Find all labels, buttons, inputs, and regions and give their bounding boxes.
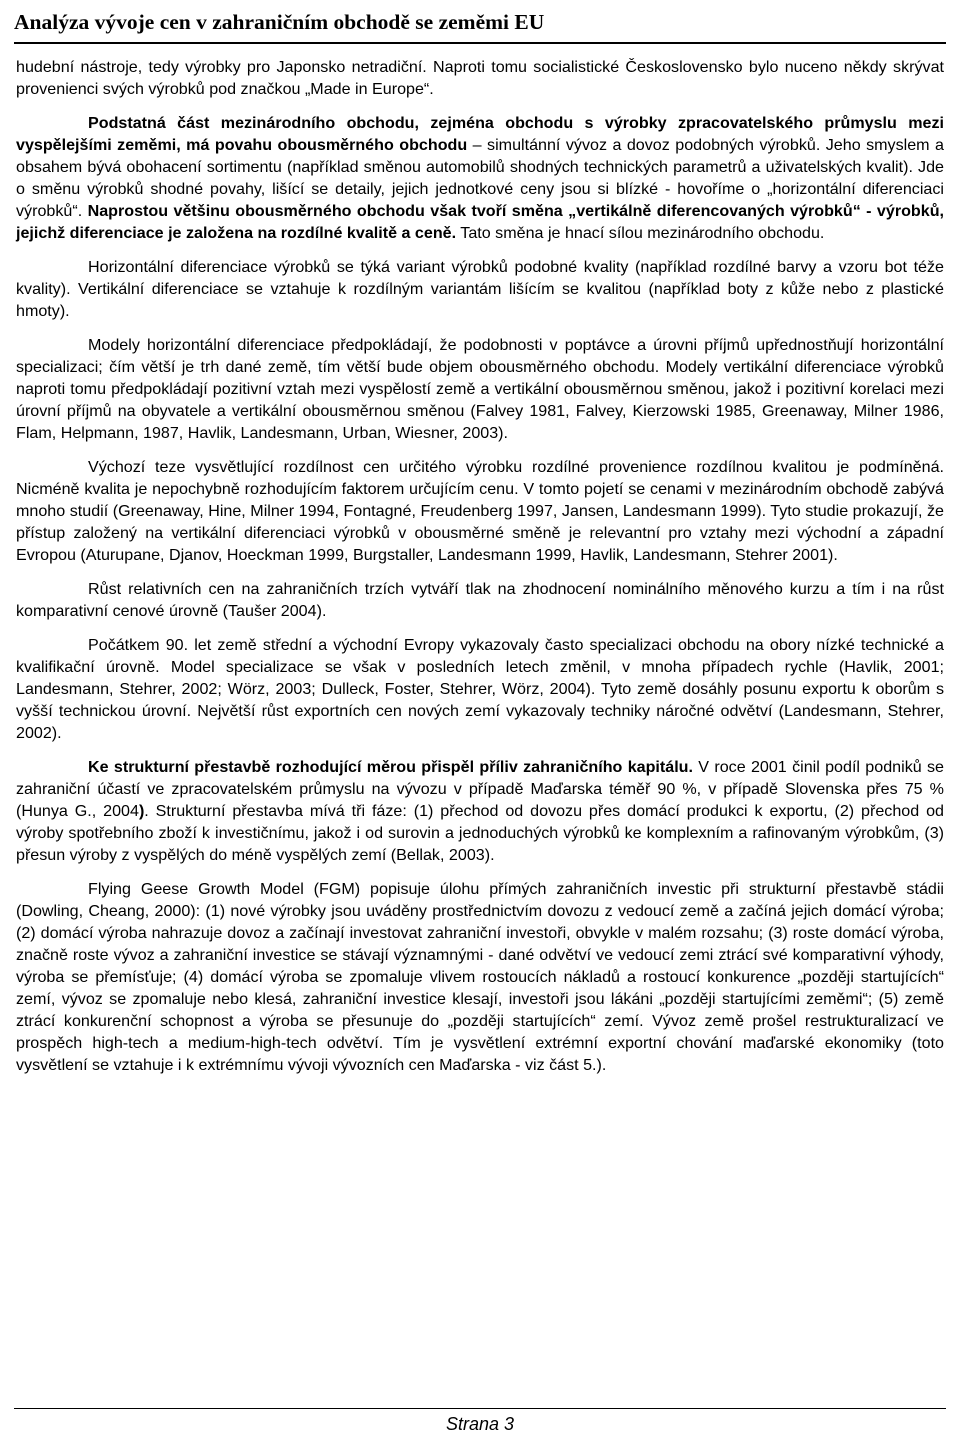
text-run: Růst relativních cen na zahraničních trzích vytváří tlak na zhodnocení nominálního měnového kurzu a tím i na růst komparativní cenové úrovně (Taušer 2004).: [16, 580, 944, 620]
body-paragraph: [16, 334, 944, 444]
body-paragraph: [16, 634, 944, 744]
body-paragraph: [16, 578, 944, 622]
body-paragraph: [16, 878, 944, 1076]
body-paragraph: [16, 112, 944, 244]
document-body: [16, 56, 944, 1088]
text-run: Tato směna je hnací sílou mezinárodního obchodu.: [456, 224, 825, 242]
text-run: – simultánní vývoz a dovoz podobných výrobků. Jeho smyslem a obsahem bývá obohacení sortimentu (například směnou automobilů shodných technických parametrů a uživatelských kvalit). Jde o směnu výrobků shodné povahy, lišící se detaily, jejich jednotkové ceny jsou si blízké - hovoříme o „horizontální diferenciaci výrobků“.: [16, 136, 944, 220]
body-paragraph: [16, 56, 944, 100]
text-run: V roce 2001 činil podíl podniků se zahraniční účastí ve zpracovatelském průmyslu na vývozu v případě Maďarska téměř 90 %, v případě Slovenska přes 75 % (Hunya G., 2004: [16, 758, 944, 820]
bold-text-run: Ke strukturní přestavbě rozhodující měrou přispěl příliv zahraničního kapitálu.: [88, 758, 693, 776]
header-divider: [14, 42, 946, 44]
text-run: Flying Geese Growth Model (FGM) popisuje úlohu přímých zahraničních investic při strukturní přestavbě stádii (Dowling, Cheang, 2000): (1) nové výrobky jsou uváděny prostřednictvím dovozu z vedoucí země a začíná jejich domácí výroba; (2) domácí výroba nahrazuje dovoz a začínají investovat zahraniční investoři, obvykle v malém rozsahu; (3) roste domácí výroba, značně roste vývoz a zahraniční investice se stávají významnými - dané odvětví ve vedoucí zemi ztrácí své komparativní výhody, výroba se přemísťuje; (4) domácí výroba se zpomaluje vlivem rostoucích nákladů a rostoucí konkurence „později startujících“ zemí, vývoz se zpomaluje nebo klesá, zahraniční investice klesají, investoři jsou lákáni „později startujícími zeměmi“; (5) země ztrácí konkurenční schopnost a výroba se přesunuje do „později startujících“ zemí. Vývoz země prošel restrukturalizací ve prospěch high-tech a medium-high-tech odvětví. Tím je vysvětlení extrémní exportní chování maďarské ekonomiky (toto vysvětlení se vztahuje i k extrémnímu vývoji vývozních cen Maďarska - viz část 5.).: [16, 880, 944, 1074]
body-paragraph: [16, 756, 944, 866]
text-run: Modely horizontální diferenciace předpokládají, že podobnosti v poptávce a úrovni příjmů upřednostňují horizontální specializaci; čím větší je trh dané země, tím větší bude objem obousměrného obchodu. Modely vertikální diferenciace výrobků naproti tomu předpokládají pozitivní vztah mezi vyspělostí země a vertikální obousměrnou směnou, jakož i pozitivní korelaci mezi úrovní příjmů na obyvatele a vertikální obousměrnou směnou (Falvey 1981, Falvey, Kierzowski 1985, Greenaway, Milner 1986, Flam, Helpmann, 1987, Havlik, Landesmann, Urban, Wiesner, 2003).: [16, 336, 944, 442]
text-run: Počátkem 90. let země střední a východní Evropy vykazovaly často specializaci obchodu na obory nízké technické a kvalifikační úrovně. Model specializace se však v posledních letech změnil, v mnoha případech rychle (Havlik, 2001; Landesmann, Stehrer, 2002; Wörz, 2003; Dulleck, Foster, Stehrer, Wörz, 2004). Tyto země dosáhly posunu exportu k oborům s vyšší technickou úrovní. Největší růst exportních cen nových zemí vykazovaly techniky náročné odvětví (Landesmann, Stehrer, 2002).: [16, 636, 944, 742]
body-paragraph: [16, 456, 944, 566]
bold-text-run: Naprostou většinu obousměrného obchodu však tvoří směna „vertikálně diferencovaných výrobků“ - výrobků, jejichž diferenciace je založena na rozdílné kvalitě a ceně.: [16, 202, 945, 242]
text-run: Horizontální diferenciace výrobků se týká variant výrobků podobné kvality (například rozdílné barvy a vzoru bot téže kvality). Vertikální diferenciace se vztahuje k rozdílným variantám lišícím se kvalitou (například boty z kůže nebo z plastické hmoty).: [16, 258, 944, 320]
document-header-title: Analýza vývoje cen v zahraničním obchodě se zeměmi EU: [14, 10, 545, 34]
text-run: hudební nástroje, tedy výrobky pro Japonsko netradiční. Naproti tomu socialistické Československo bylo nuceno někdy skrývat provenienci svých výrobků pod značkou „Made in Europe“.: [16, 58, 944, 98]
page-number: Strana 3: [445, 1414, 515, 1434]
footer-divider: [14, 1408, 946, 1409]
bold-text-run: ): [138, 802, 145, 820]
bold-text-run: Podstatná část mezinárodního obchodu, zejména obchodu s výrobky zpracovatelského průmyslu mezi vyspělejšími zeměmi, má povahu obousměrného obchodu: [16, 114, 944, 154]
body-paragraph: [16, 256, 944, 322]
text-run: . Strukturní přestavba mívá tři fáze: (1) přechod od dovozu přes domácí produkci k exportu, (2) přechod od výroby spotřebního zboží k investičnímu, jakož i od surovin a jednoduchých výrobků ke komplexním a rafinovaným výrobkům, (3) přesun výroby z vyspělých do méně vyspělých zemí (Bellak, 2003).: [16, 802, 944, 864]
text-run: Výchozí teze vysvětlující rozdílnost cen určitého výrobku rozdílné provenience rozdílnou kvalitou je podmíněná. Nicméně kvalita je nepochybně rozhodujícím faktorem určujícím cenu. V tomto pojetí se cenami v mezinárodním obchodě zabývá mnoho studií (Greenaway, Hine, Milner 1994, Fontagné, Freudenberg 1997, Jansen, Landesmann 1999). Tyto studie prokazují, že přístup založený na vertikální diferenciaci výrobků v obousměrné směně je relevantní pro vztahy mezi východní a západní Evropou (Aturupane, Djanov, Hoeckman 1999, Burgstaller, Landesmann 1999, Havlik, Landesmann, Stehrer 2001).: [16, 458, 944, 564]
